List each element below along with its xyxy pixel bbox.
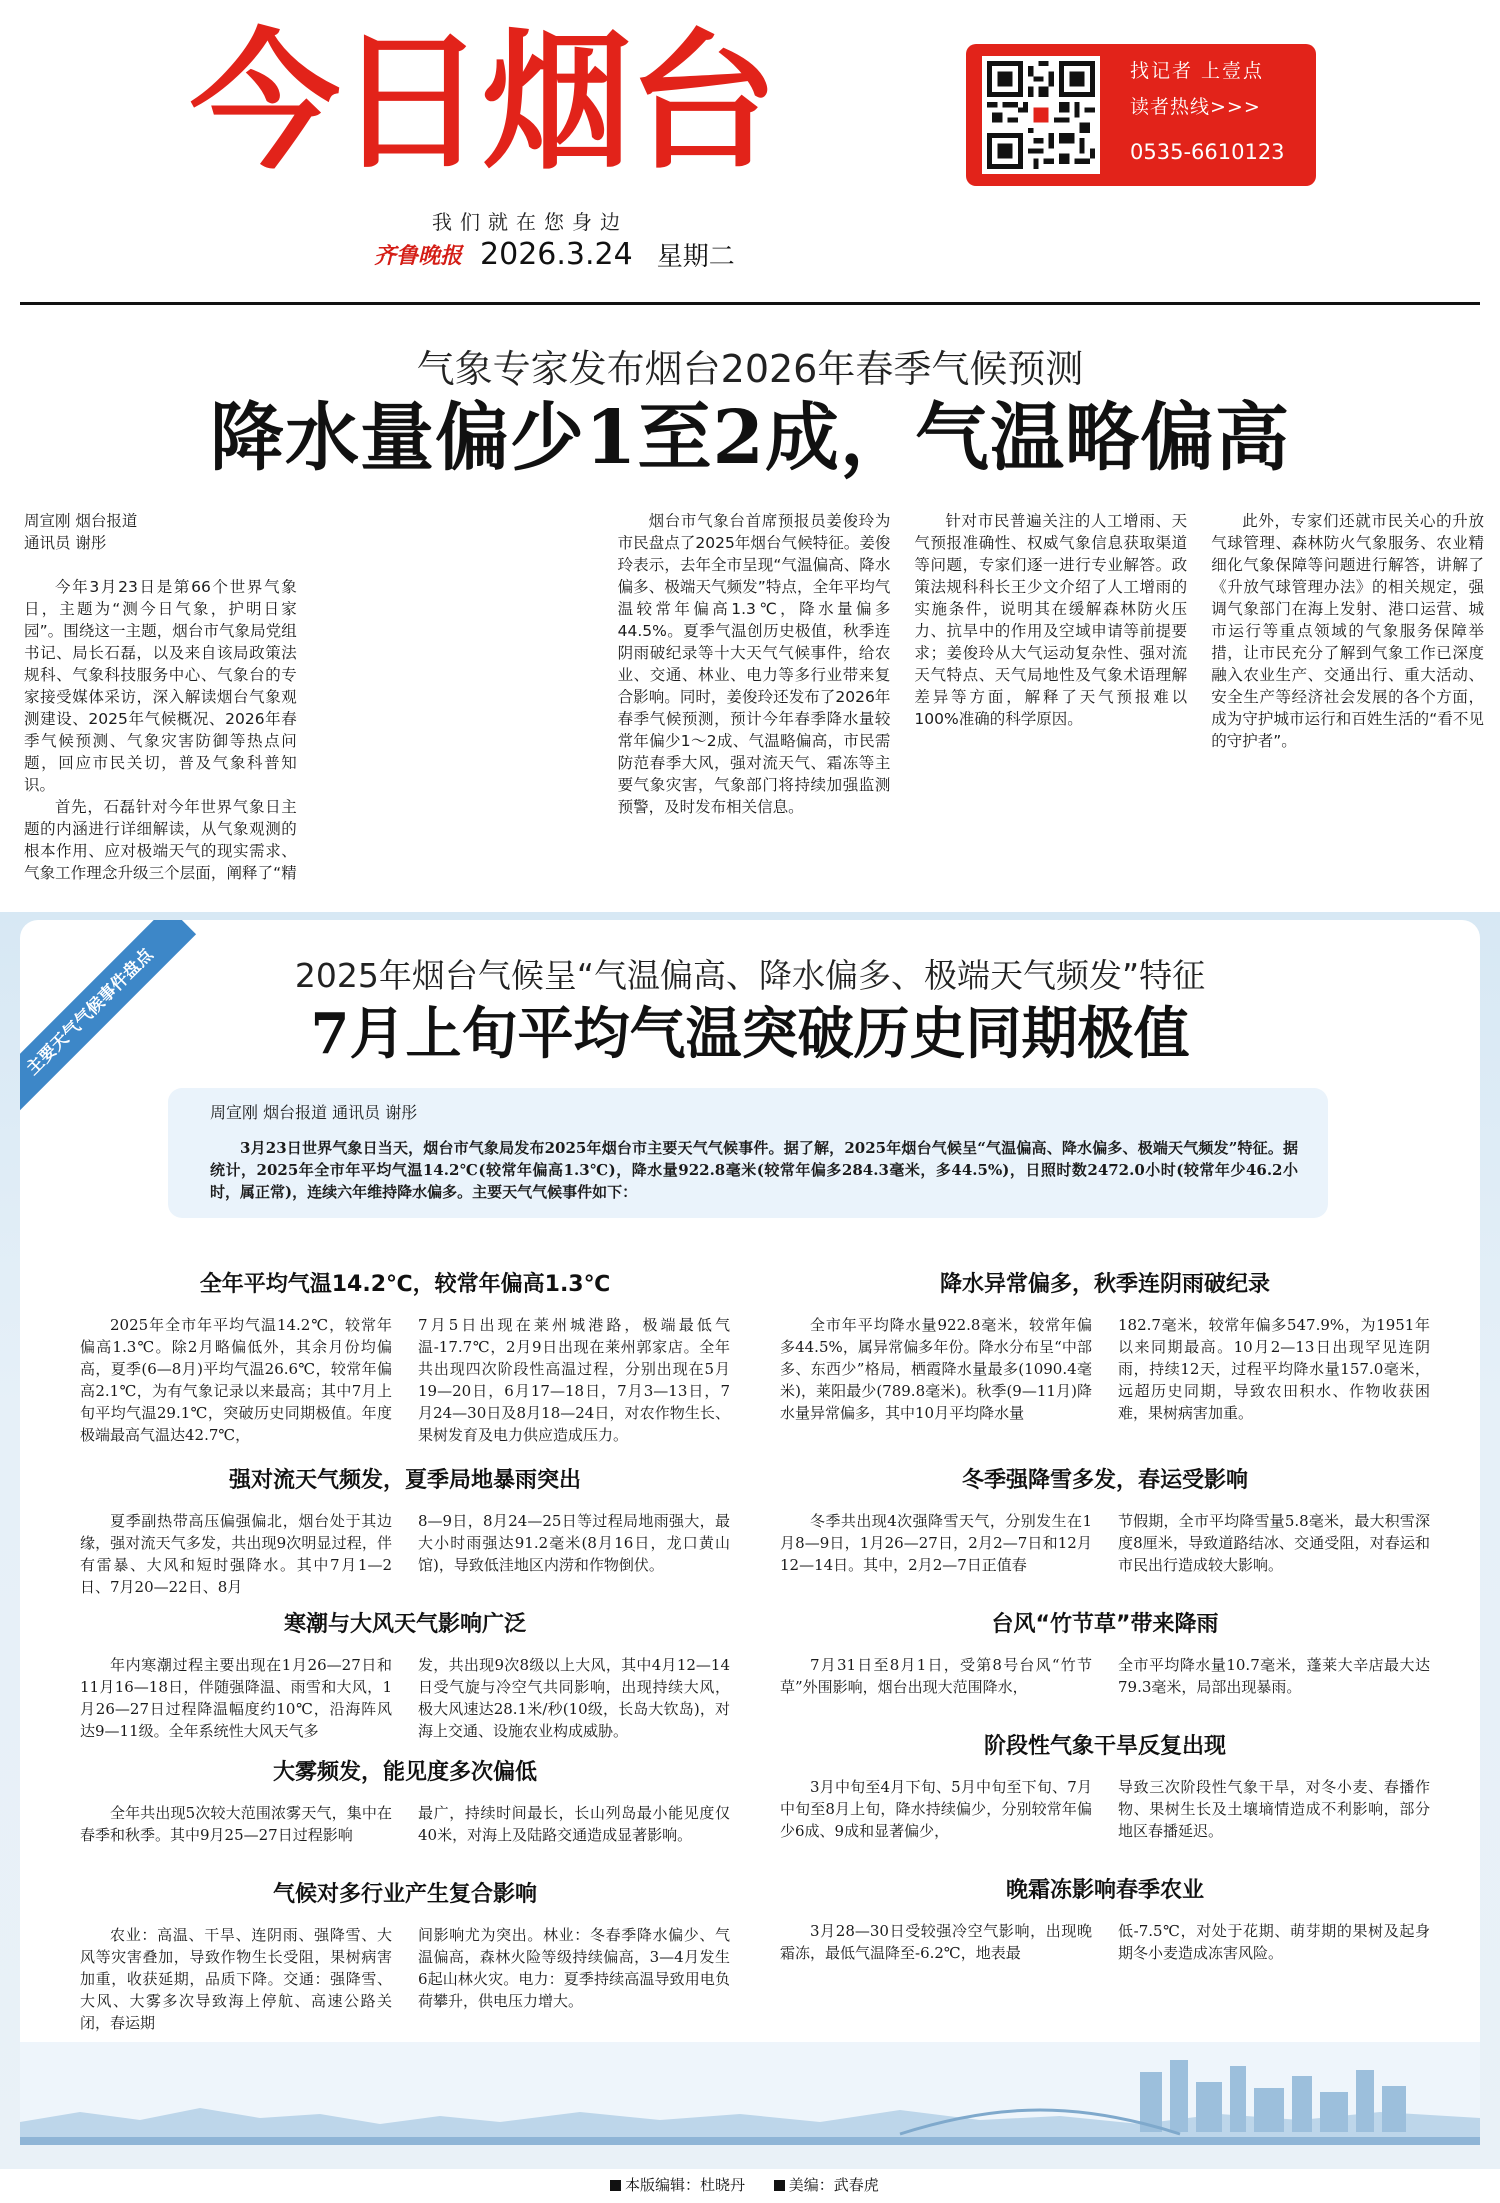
lead-column-3	[618, 510, 891, 885]
event-section-text: 182.7毫米，较常年偏多547.9%，为1951年以来同期最高。10月2—13日出现罕见连阴雨，持续12天，过程平均降水量157.0毫米，远超历史同期，导致农田积水、作物收获困难，果树病害加重。	[1118, 1316, 1430, 1422]
feature-kicker: 2025年烟台气候呈“气温偏高、降水偏多、极端天气频发”特征	[294, 956, 1206, 995]
lead-paragraph: 针对市民普遍关注的人工增雨、天气预报准确性、权威气象信息获取渠道等问题，专家们逐一进行专业解答。政策法规科科长王少文介绍了人工增雨的实施条件，说明其在缓解森林防火压力、抗旱中的作用及空域申请等前提要求；姜俊玲从大气运动复杂性、强对流天气特点、天气局地性及气象术语理解差异等方面，解释了天气预报难以100%准确的科学原因。	[914, 512, 1188, 728]
event-section-body	[780, 1314, 1430, 1424]
event-section-body	[80, 1510, 730, 1598]
event-section-text: 全市年平均降水量922.8毫米，较常年偏多44.5%，属异常偏多年份。降水分布呈“中部多、东西少”格局，栖霞降水量最多(1090.4毫米)，莱阳最少(789.8毫米)。秋季(9—11月)降水量异常偏多，其中10月平均降水量	[780, 1316, 1092, 1422]
event-section-title: 晚霜冻影响春季农业	[1005, 1878, 1204, 1903]
event-section-text: 3月28—30日受较强冷空气影响，出现晚霜冻，最低气温降至-6.2℃，地表最	[780, 1922, 1092, 1962]
lead-column-2	[321, 510, 594, 885]
event-section-text: 2025年全市年平均气温14.2℃，较常年偏高1.3℃。除2月略偏低外，其余月份均偏高，夏季(6—8月)平均气温26.6℃，较常年偏高2.1℃，为有气象记录以来最高；其中7月上旬平均气温29.1℃，突破历史同期极值。年度极端最高气温达42.7℃，	[80, 1316, 392, 1444]
byline-reporter: 周宣刚 烟台报道	[24, 512, 138, 530]
event-section	[780, 1466, 1430, 1576]
event-section	[80, 1466, 730, 1598]
byline-correspondent: 通讯员 谢彤	[24, 534, 107, 552]
section-ribbon: 主要天气气候事件盘点	[20, 920, 196, 1118]
lead-columns	[24, 510, 1484, 885]
event-section-text: 发，共出现9次8级以上大风，其中4月12—14日受气旋与冷空气共同影响，出现持续大风，极大风速达28.1米/秒(10级，长岛大钦岛)，对海上交通、设施农业构成威胁。	[418, 1656, 730, 1740]
lead-paragraph: 烟台市气象台首席预报员姜俊玲为市民盘点了2025年烟台气候特征。姜俊玲表示，去年全市呈现“气温偏高、降水偏多、极端天气频发”特点，全年平均气温较常年偏高1.3℃，降水量偏多44.5%。夏季气温创历史极值，秋季连阴雨破纪录等十大天气气候事件，给农业、交通、林业、电力等多行业带来复合影响。同时，姜俊玲还发布了2026年春季气候预测，预计今年春季降水量较常年偏少1～2成、气温略偏高，市民需防范春季大风，强对流天气、霜冻等主要气象灾害，气象部门将持续加强监测预警，及时发布相关信息。	[617, 512, 891, 816]
climate-events-feature	[0, 912, 1500, 2169]
event-section-text: 3月中旬至4月下旬、5月中旬至下旬、7月中旬至8月上旬，降水持续偏少，分别较常年偏少6成、9成和显著偏少，	[780, 1778, 1092, 1840]
event-section-body	[780, 1776, 1430, 1842]
feature-intro-text: 3月23日世界气象日当天，烟台市气象局发布2025年烟台市主要天气气候事件。据了解，2025年烟台气候呈“气温偏高、降水偏多、极端天气频发”特征。据统计，2025年全市年平均气温14.2℃(较常年偏高1.3℃)，降水量922.8毫米(较常年偏多284.3毫米，多44.5%)，日照时数2472.0小时(较常年少46.2小时，属正常)，连续六年维持降水偏多。主要天气气候事件如下：	[210, 1139, 1298, 1201]
event-section-text: 年内寒潮过程主要出现在1月26—27日和11月16—18日，伴随强降温、雨雪和大风，1月26—27日过程降温幅度约10℃，沿海阵风达9—11级。全年系统性大风天气多	[80, 1656, 392, 1740]
event-section	[780, 1876, 1430, 1964]
event-section-title: 台风“竹节草”带来降雨	[991, 1612, 1219, 1637]
event-section-title: 全年平均气温14.2℃，较常年偏高1.3℃	[199, 1272, 611, 1297]
event-section-text: 冬季共出现4次强降雪天气，分别发生在1月8—9日，1月26—27日，2月2—7日和12月12—14日。其中，2月2—7日正值春	[780, 1512, 1092, 1574]
event-section-title: 冬季强降雪多发，春运受影响	[961, 1468, 1248, 1493]
reader-hotline-box	[966, 44, 1316, 186]
feature-headline: 7月上旬平均气温突破历史同期极值	[310, 1001, 1190, 1067]
lead-paragraph: 今年3月23日是第66个世界气象日，主题为“测今日气象，护明日家园”。围绕这一主题，烟台市气象局党组书记、局长石磊，以及来自该局政策法规科、气象科技服务中心、气象台的专家接受媒体采访，深入解读烟台气象观测建设、2025年气候概况、2026年春季气候预测、气象灾害防御等热点问题，回应市民关切，普及气象科普知识。	[24, 578, 297, 794]
lead-paragraph: 首先，石磊针对今年世界气象日主题的内涵进行详细解读，从气象观测的根本作用、应对极端天气的现实需求、气象工作理念升级三个层面，阐释了“精	[24, 798, 297, 882]
lead-byline	[24, 510, 297, 554]
credit-designer-text: 美编：武春虎	[788, 2176, 879, 2194]
lead-headline: 降水量偏少1至2成，气温略偏高	[210, 395, 1290, 481]
event-section-title: 气候对多行业产生复合影响	[272, 1882, 537, 1907]
event-section-text: 8—9日，8月24—25日等过程局地雨强大，最大小时雨强达91.2毫米(8月16日，龙口黄山馆)，导致低洼地区内涝和作物倒伏。	[418, 1512, 730, 1574]
feature-intro-box	[168, 1088, 1328, 1218]
lead-column-5	[1211, 510, 1484, 885]
event-section-body	[80, 1314, 730, 1446]
city-skyline-illustration	[20, 2042, 1480, 2145]
event-section-text: 全市平均降水量10.7毫米，蓬莱大辛店最大达79.3毫米，局部出现暴雨。	[1118, 1656, 1430, 1696]
event-section	[80, 1610, 730, 1742]
credit-editor	[610, 2176, 745, 2194]
event-section-text: 夏季副热带高压偏强偏北，烟台处于其边缘，强对流天气多发，共出现9次明显过程，伴有雷暴、大风和短时强降水。其中7月1—2日、7月20—22日、8月	[80, 1512, 392, 1596]
square-bullet-icon	[610, 2180, 621, 2191]
hotline-label: 读者热线>>>	[1130, 96, 1261, 118]
event-section-title: 强对流天气频发，夏季局地暴雨突出	[228, 1468, 581, 1493]
event-section-text: 7月5日出现在莱州城港路，极端最低气温-17.7℃，2月9日出现在莱州郭家店。全年共出现四次阶段性高温过程，分别出现在5月19—20日，6月17—18日，7月3—13日，7月24—30日及8月18—24日，对农作物生长、果树发育及电力供应造成压力。	[418, 1316, 730, 1444]
event-section-text: 低-7.5℃，对处于花期、萌芽期的果树及起身期冬小麦造成冻害风险。	[1118, 1922, 1430, 1962]
event-section-text: 农业：高温、干旱、连阴雨、强降雪、大风等灾害叠加，导致作物生长受阻，果树病害加重，收获延期，品质下降。交通：强降雪、大风、大雾多次导致海上停航、高速公路关闭，春运期	[80, 1926, 392, 2032]
event-section-body	[80, 1924, 730, 2034]
masthead	[0, 0, 1500, 310]
event-section-text: 节假期，全市平均降雪量5.8毫米，最大积雪深度8厘米，导致道路结冰、交通受阻，对春运和市民出行造成较大影响。	[1118, 1512, 1430, 1574]
event-section-title: 阶段性气象干旱反复出现	[983, 1734, 1226, 1759]
event-section	[80, 1880, 730, 2034]
qr-code-icon[interactable]	[982, 56, 1100, 174]
event-section	[80, 1270, 730, 1446]
slogan: 我们就在您身边	[432, 210, 628, 234]
dateline	[374, 236, 735, 272]
event-section	[80, 1758, 730, 1846]
event-section	[780, 1270, 1430, 1424]
event-section-body	[80, 1802, 730, 1846]
hotline-slogan: 找记者 上壹点	[1130, 60, 1265, 82]
event-section-body	[780, 1920, 1430, 1964]
event-section-text: 7月31日至8月1日，受第8号台风“竹节草”外围影响，烟台出现大范围降水，	[780, 1656, 1092, 1696]
feature-byline: 周宣刚 烟台报道 通讯员 谢彤	[210, 1103, 418, 1122]
masthead-divider	[20, 302, 1480, 305]
page-credits	[610, 2174, 903, 2195]
event-section-body	[780, 1654, 1430, 1698]
event-section-text: 间影响尤为突出。林业：冬春季降水偏少、气温偏高，森林火险等级持续偏高，3—4月发生6起山林火灾。电力：夏季持续高温导致用电负荷攀升，供电压力增大。	[418, 1926, 730, 2010]
event-section-text: 导致三次阶段性气象干旱，对冬小麦、春播作物、果树生长及土壤墒情造成不利影响，部分地区春播延迟。	[1118, 1778, 1430, 1840]
event-section-body	[780, 1510, 1430, 1576]
event-section	[780, 1610, 1430, 1698]
credit-designer	[774, 2176, 879, 2194]
square-bullet-icon	[774, 2180, 785, 2191]
lead-column-1	[24, 510, 297, 885]
lead-kicker: 气象专家发布烟台2026年春季气候预测	[416, 347, 1084, 391]
event-section-text: 全年共出现5次较大范围浓雾天气，集中在春季和秋季。其中9月25—27日过程影响	[80, 1804, 392, 1844]
event-section-text: 最广，持续时间最长，长山列岛最小能见度仅40米，对海上及陆路交通造成显著影响。	[418, 1804, 730, 1844]
event-section-title: 降水异常偏多，秋季连阴雨破纪录	[939, 1272, 1270, 1297]
issue-weekday: 星期二	[656, 241, 735, 272]
paper-name: 齐鲁晚报	[374, 242, 463, 269]
event-section-title: 大雾频发，能见度多次偏低	[272, 1760, 537, 1785]
event-section	[780, 1732, 1430, 1842]
lead-paragraph: 此外，专家们还就市民关心的升放气球管理、森林防火气象服务、农业精细化气象保障等问题进行解答，讲解了《升放气球管理办法》的相关规定，强调气象部门在海上发射、港口运营、城市运行等重点领域的气象服务保障举措，让市民充分了解到气象工作已深度融入农业生产、交通出行、重大活动、安全生产等经济社会发展的各个方面，成为守护城市运行和百姓生活的“看不见的守护者”。	[1211, 512, 1484, 750]
credit-editor-text: 本版编辑：杜晓丹	[625, 2176, 746, 2194]
event-section-title: 寒潮与大风天气影响广泛	[283, 1612, 526, 1637]
issue-date: 2026.3.24	[480, 236, 633, 272]
lead-column-4	[914, 510, 1187, 885]
hotline-phone[interactable]: 0535-6610123	[1130, 140, 1285, 164]
brand-logo: 今日烟台	[190, 16, 775, 190]
event-section-body	[80, 1654, 730, 1742]
